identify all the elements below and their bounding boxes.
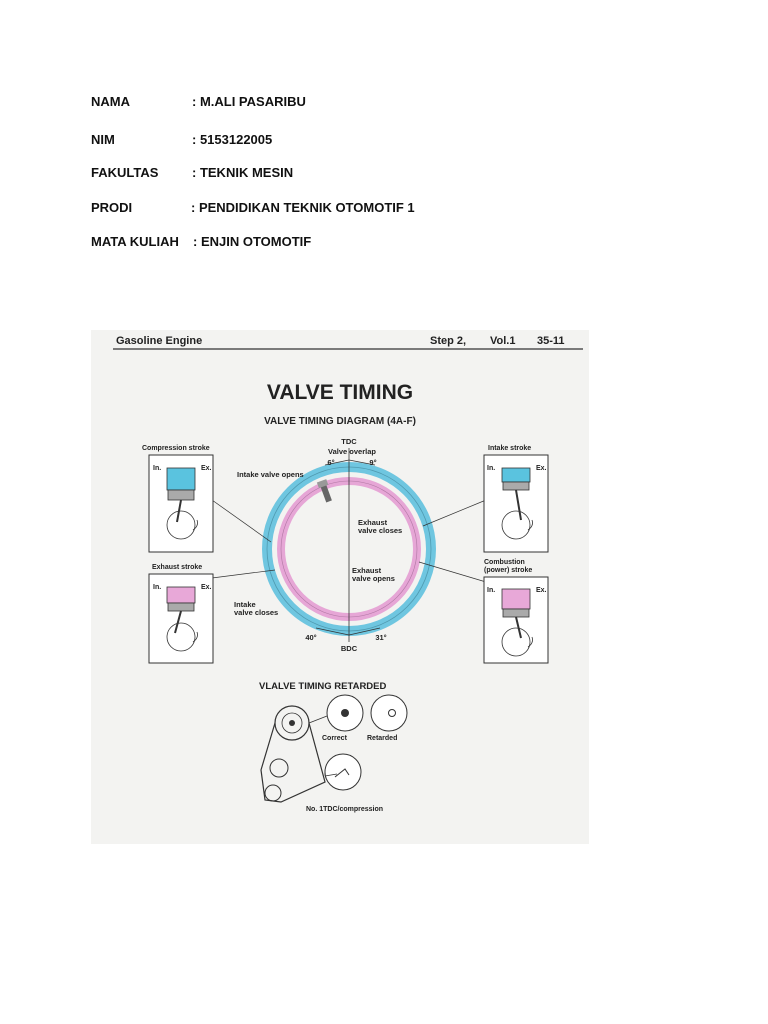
tdc-label: TDC (341, 437, 357, 446)
ex-label: Ex. (201, 465, 212, 472)
valve-timing-diagram (234, 437, 431, 653)
retarded-title: VLALVE TIMING RETARDED (259, 681, 387, 692)
scan-header-vol: Vol.1 (490, 335, 516, 347)
exhaust-valve-opens-label-2: valve opens (352, 574, 395, 583)
info-label: PRODI (91, 200, 133, 215)
angle-9-label: 9° (369, 458, 377, 467)
exhaust-stroke-label: Exhaust stroke (152, 564, 203, 571)
scan-header-left: Gasoline Engine (116, 335, 203, 347)
intake-stroke-panel (484, 445, 548, 552)
combustion-stroke-label-1: Combustion (484, 559, 525, 566)
in-label: In. (487, 587, 496, 594)
intake-stroke-label: Intake stroke (488, 445, 532, 452)
scan-header-step: Step 2, (430, 335, 467, 347)
angle-31-label: 31° (375, 633, 387, 642)
valve-overlap-label: Valve overlap (328, 447, 376, 456)
ex-label: Ex. (536, 465, 547, 472)
info-value: : M.ALI PASARIBU (192, 94, 306, 109)
info-label: MATA KULIAH (91, 234, 179, 249)
intake-valve-opens-label: Intake valve opens (237, 470, 304, 479)
compression-stroke-label: Compression stroke (142, 445, 210, 452)
combustion-stroke-panel (484, 559, 548, 663)
info-label: FAKULTAS (91, 165, 159, 180)
exhaust-stroke-panel (149, 564, 213, 663)
intake-valve-closes-label-2: valve closes (234, 608, 279, 617)
angle-40-label: 40° (305, 633, 317, 642)
in-label: In. (487, 465, 496, 472)
no1-tdc-label: No. 1TDC/compression (306, 806, 384, 813)
in-label: In. (153, 465, 162, 472)
retarded-label: Retarded (367, 735, 398, 742)
info-label: NIM (91, 132, 115, 147)
ex-label: Ex. (536, 587, 547, 594)
info-value: : 5153122005 (192, 132, 273, 147)
timing-belt-illustration (261, 695, 407, 802)
exhaust-valve-closes-label-1: Exhaust (358, 518, 388, 527)
info-label: NAMA (91, 94, 130, 109)
scan-subtitle: VALVE TIMING DIAGRAM (4A-F) (264, 416, 416, 427)
compression-stroke-panel (142, 445, 213, 552)
exhaust-valve-opens-label-1: Exhaust (352, 566, 382, 575)
info-value: : TEKNIK MESIN (192, 165, 294, 180)
ex-label: Ex. (201, 584, 212, 591)
angle-6-label: 6° (327, 458, 335, 467)
info-value: : PENDIDIKAN TEKNIK OTOMOTIF 1 (191, 200, 415, 215)
info-value: : ENJIN OTOMOTIF (193, 234, 312, 249)
intake-valve-closes-label-1: Intake (234, 600, 256, 609)
scan-title: VALVE TIMING (266, 381, 414, 404)
scan-header-page: 35-11 (537, 335, 565, 347)
exhaust-valve-closes-label-2: valve closes (358, 526, 403, 535)
bdc-label: BDC (340, 644, 358, 653)
in-label: In. (153, 584, 162, 591)
correct-label: Correct (322, 735, 347, 742)
valve-timing-scan (91, 330, 589, 844)
combustion-stroke-label-2: (power) stroke (484, 567, 533, 574)
